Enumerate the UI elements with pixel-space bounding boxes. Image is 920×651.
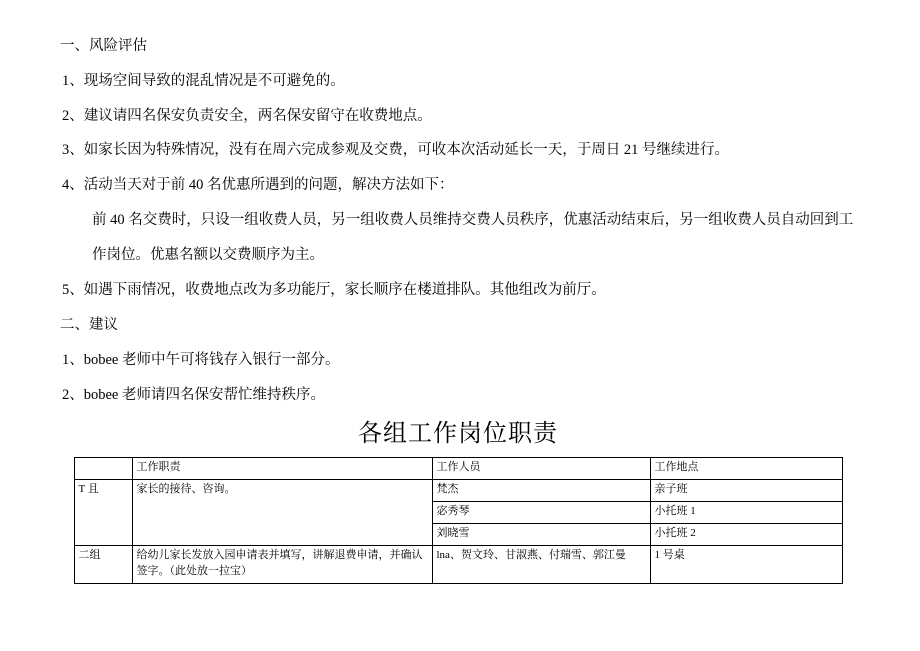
risk-item-3: 3、如家长因为特殊情况，没有在周六完成参观及交费，可收本次活动延长一天，于周日 21 号继续进行。 <box>62 142 729 159</box>
table-header-cell-staff: 工作人员 <box>432 458 650 480</box>
document-body <box>58 36 858 406</box>
cell-group-4: 二组 <box>74 546 132 584</box>
cell-staff-3: 刘晓雪 <box>432 524 650 546</box>
cell-place-3: 小托班 2 <box>650 524 842 546</box>
cell-place-1: 亲子班 <box>650 480 842 502</box>
cell-place-4: 1 号桌 <box>650 546 842 584</box>
suggestion-item-1: 1、bobee 老师中午可将钱存入银行一部分。 <box>62 351 340 368</box>
cell-group-1: T 且 <box>74 480 132 546</box>
cell-place-2: 小托班 1 <box>650 502 842 524</box>
risk-item-4-detail-line-2: 作岗位。优惠名额以交费顺序为主。 <box>92 246 324 263</box>
table-header-cell-duty: 工作职责 <box>132 458 432 480</box>
risk-item-1: 1、现场空间导致的混乱情况是不可避免的。 <box>62 72 345 89</box>
risk-item-2: 2、建议请四名保安负责安全，两名保安留守在收费地点。 <box>62 107 432 124</box>
cell-duty-1: 家长的接待、咨询。 <box>132 480 432 546</box>
table-header-cell-blank <box>74 458 132 480</box>
table-header-row <box>74 458 842 480</box>
risk-item-4: 4、活动当天对于前 40 名优惠所遇到的问题，解决方法如下： <box>62 177 454 193</box>
cell-staff-1: 梵杰 <box>432 480 650 502</box>
table-row <box>74 480 842 502</box>
risk-item-4-detail-line-1: 前 40 名交费时，只设一组收费人员，另一组收费人员维持交费人员秩序，优惠活动结束后，另一组收费人员自动回到工 <box>92 211 854 228</box>
cell-staff-2: 宓秀琴 <box>432 502 650 524</box>
table-title: 各组工作岗位职责 <box>358 421 558 448</box>
section-heading-suggestion: 二、建议 <box>60 317 118 333</box>
table-header-cell-place: 工作地点 <box>650 458 842 480</box>
duty-table <box>74 457 843 584</box>
cell-duty-4: 给幼儿家长发放入园申请表并填写，讲解退费申请，并确认签字。（此处放一拉宝） <box>132 546 432 584</box>
section-heading-risk: 一、风险评估 <box>60 38 147 54</box>
table-row <box>74 546 842 584</box>
risk-item-5: 5、如遇下雨情况，收费地点改为多功能厅，家长顺序在楼道排队。其他组改为前厅。 <box>62 282 606 299</box>
suggestion-item-2: 2、bobee 老师请四名保安帮忙维持秩序。 <box>62 386 325 403</box>
cell-staff-4: lna、贺文玲、甘淑燕、付瑞雪、郭江曼 <box>432 546 650 584</box>
